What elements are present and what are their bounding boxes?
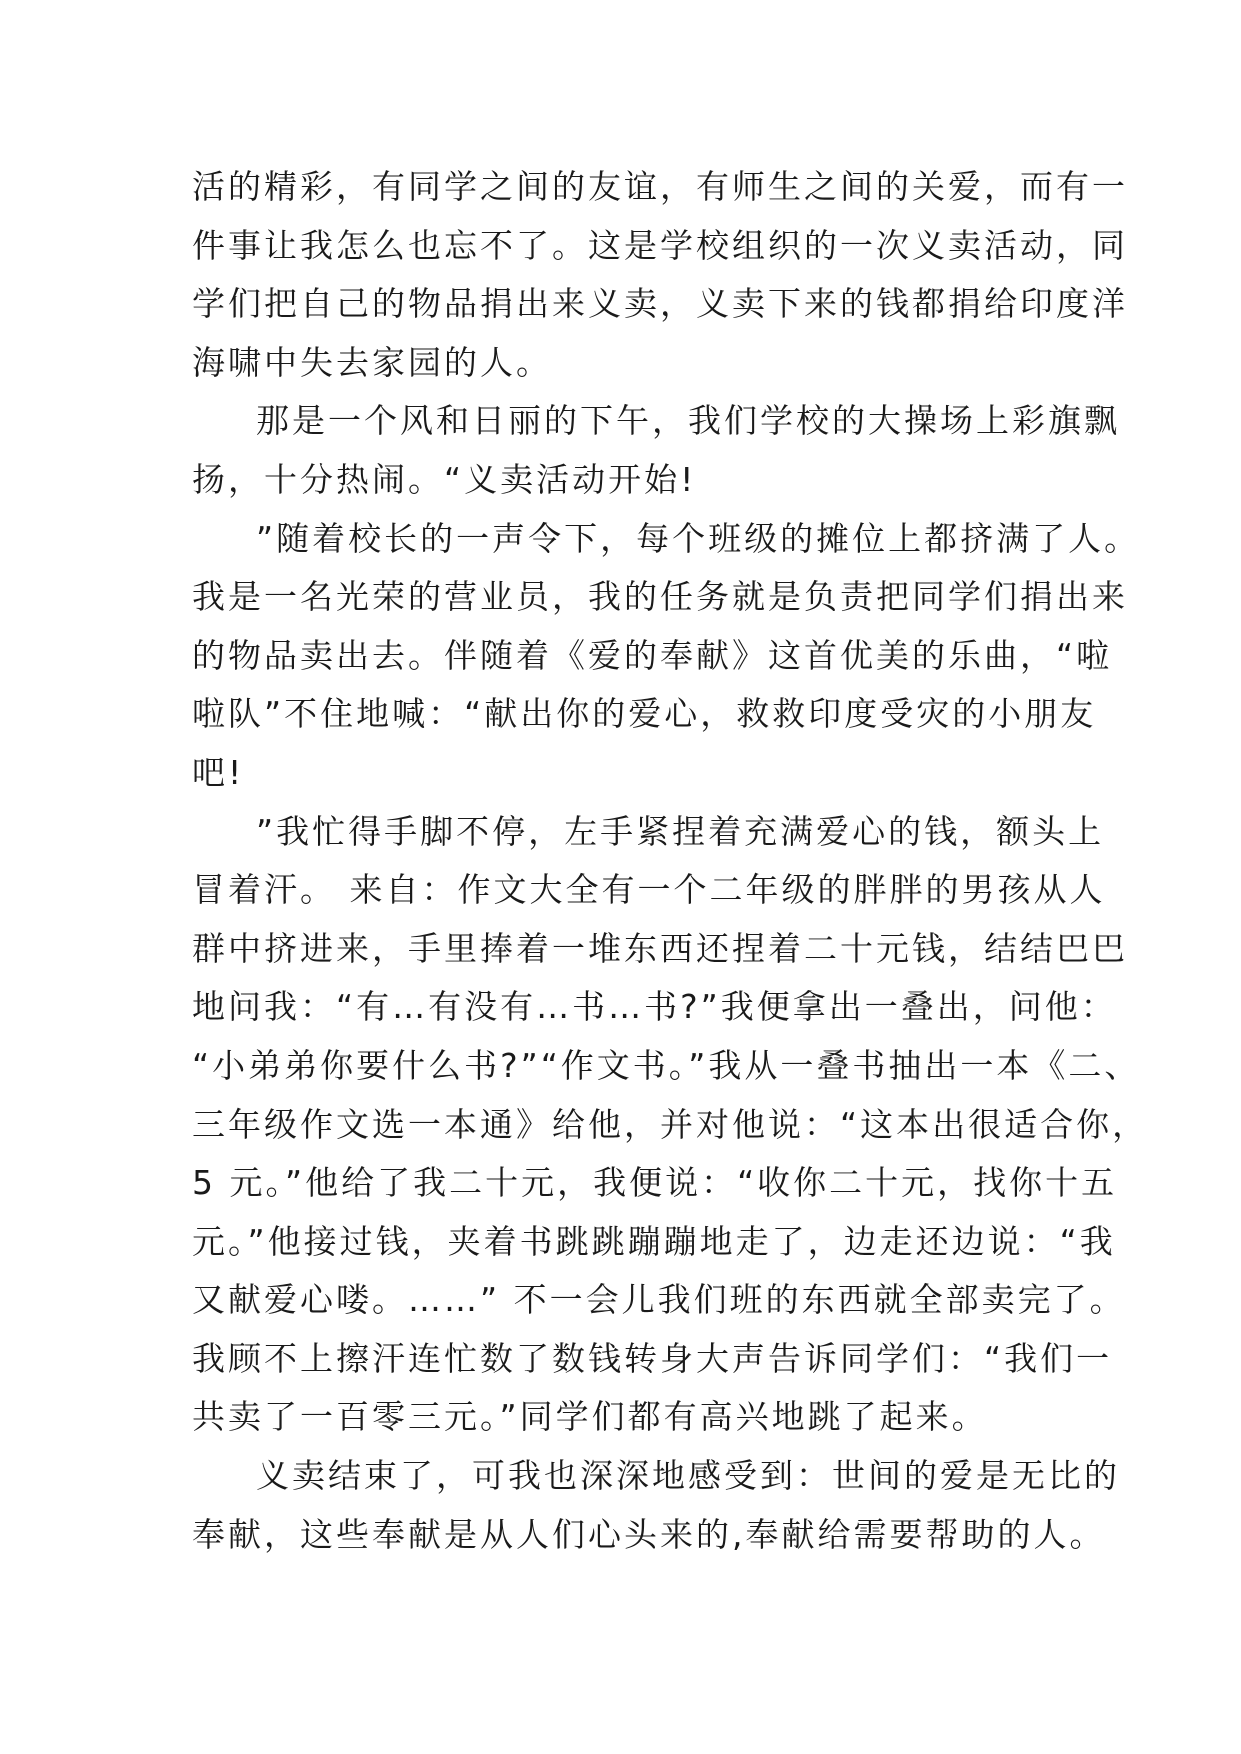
text-line: 奉献，这些奉献是从人们心头来的,奉献给需要帮助的人。 — [192, 1514, 1106, 1554]
text-line: 5 元。”他给了我二十元，我便说：“收你二十元，找你十五 — [192, 1163, 1118, 1203]
text-line: 群中挤进来，手里捧着一堆东西还捏着二十元钱，结结巴巴 — [192, 928, 1128, 968]
essay-body — [192, 158, 1149, 1564]
text-line: 吧! — [192, 752, 245, 792]
text-line: 的物品卖出去。伴随着《爱的奉献》这首优美的乐曲，“啦 — [192, 635, 1113, 675]
text-line: 冒着汗。 来自：作文大全有一个二年级的胖胖的男孩从人 — [192, 870, 1106, 910]
text-line: 共卖了一百零三元。”同学们都有高兴地跳了起来。 — [192, 1397, 988, 1437]
text-line: 地问我：“有…有没有…书…书?”我便拿出一叠出，问他： — [192, 987, 1117, 1027]
text-line: 学们把自己的物品捐出来义卖，义卖下来的钱都捐给印度洋 — [192, 284, 1128, 324]
text-line: 件事让我怎么也忘不了。这是学校组织的一次义卖活动，同 — [192, 225, 1128, 265]
text-line: 海啸中失去家园的人。 — [192, 342, 552, 382]
text-line: 啦队”不住地喊：“献出你的爱心，救救印度受灾的小朋友 — [192, 694, 1097, 734]
text-line: 活的精彩，有同学之间的友谊，有师生之间的关爱，而有一 — [192, 167, 1128, 206]
paragraph-start-line: ”随着校长的一声令下，每个班级的摊位上都挤满了人。 — [256, 518, 1141, 558]
text-line: 三年级作文选一本通》给他，并对他说：“这本出很适合你， — [192, 1104, 1149, 1144]
paragraph-start-line: 那是一个风和日丽的下午，我们学校的大操场上彩旗飘 — [256, 401, 1120, 441]
text-line: 扬，十分热闹。“义卖活动开始! — [192, 459, 697, 499]
paragraph-start-line: 义卖结束了，可我也深深地感受到：世间的爱是无比的 — [256, 1456, 1120, 1496]
text-line: “小弟弟你要什么书?”“作文书。”我从一叠书抽出一本《二、 — [192, 1045, 1141, 1085]
text-line: 我顾不上擦汗连忙数了数钱转身大声告诉同学们：“我们一 — [192, 1338, 1113, 1378]
text-line: 元。”他接过钱，夹着书跳跳蹦蹦地走了，边走还边说：“我 — [192, 1221, 1116, 1261]
text-line: 又献爱心喽。……” 不一会儿我们班的东西就全部卖完了。 — [192, 1280, 1126, 1320]
paragraph-start-line: ”我忙得手脚不停，左手紧捏着充满爱心的钱，额头上 — [256, 811, 1105, 851]
text-line: 我是一名光荣的营业员，我的任务就是负责把同学们捐出来 — [192, 577, 1128, 617]
